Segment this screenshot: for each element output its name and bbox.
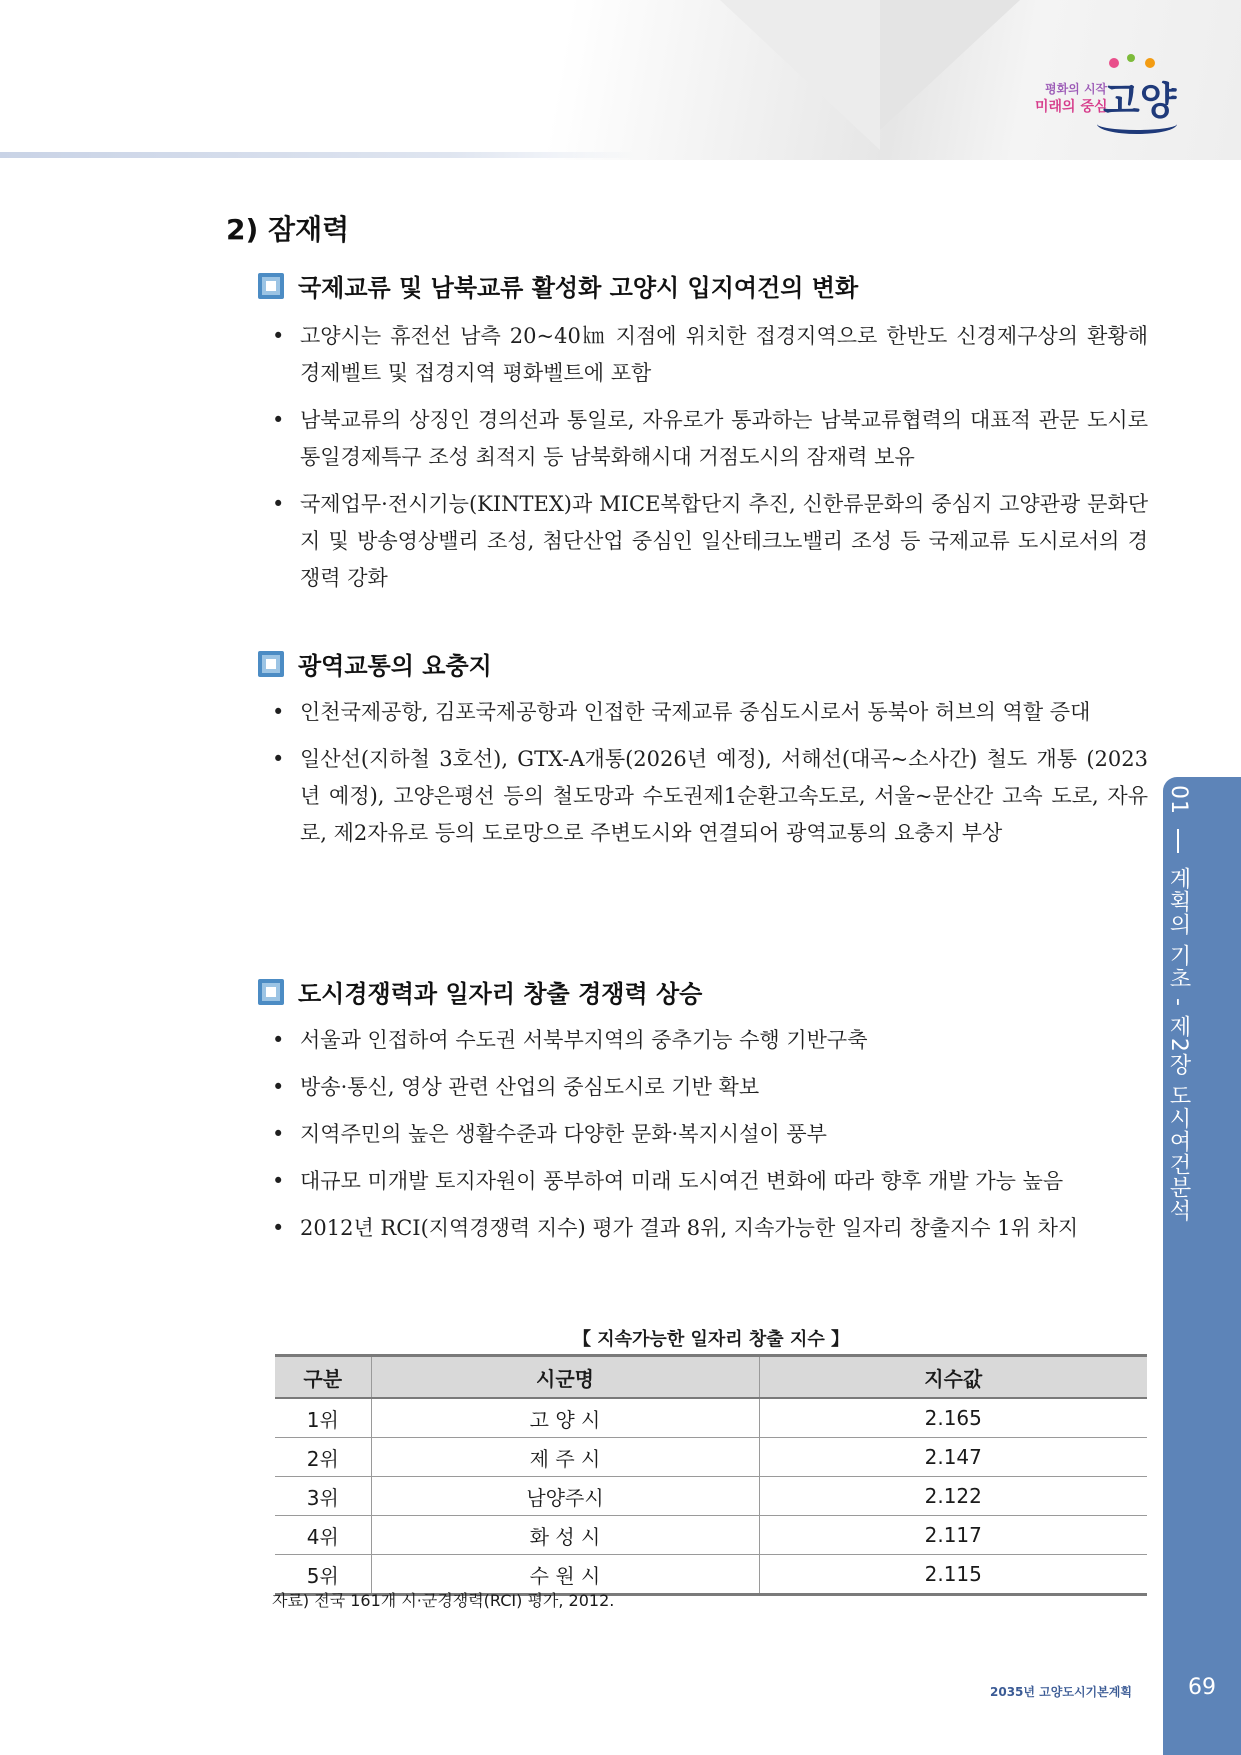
rank-cell: 1위 <box>275 1398 371 1438</box>
table-row <box>275 1438 1147 1477</box>
logo-tagline: 미래의 중심 <box>1035 99 1108 115</box>
bullet-list <box>270 318 1148 607</box>
footer-document-title: 2035년 고양도시기본계획 <box>990 1685 1132 1699</box>
list-item: • 인천국제공항, 김포국제공항과 인접한 국제교류 중심도시로서 동북아 허브의 역할 증대 <box>270 694 1148 731</box>
square-bullet-icon <box>258 273 284 299</box>
index-value-cell: 2.115 <box>759 1555 1147 1595</box>
goyang-logo <box>1035 52 1185 132</box>
section-title: 2) 잠재력 <box>226 213 350 246</box>
list-item: • 지역주민의 높은 생활수준과 다양한 문화·복지시설이 풍부 <box>270 1116 1148 1153</box>
rank-cell: 4위 <box>275 1516 371 1555</box>
column-header: 시군명 <box>371 1356 759 1399</box>
job-index-table <box>275 1354 1147 1596</box>
table-caption: 【 지속가능한 일자리 창출 지수 】 <box>573 1329 849 1350</box>
index-value-cell: 2.122 <box>759 1477 1147 1516</box>
bullet-list <box>270 694 1148 862</box>
city-cell: 제 주 시 <box>371 1438 759 1477</box>
column-header: 지수값 <box>759 1356 1147 1399</box>
chapter-number: 01 <box>1166 785 1191 815</box>
rank-cell: 2위 <box>275 1438 371 1477</box>
header-decoration <box>880 0 1020 130</box>
subsection-heading-text: 도시경쟁력과 일자리 창출 경쟁력 상승 <box>298 980 703 1008</box>
table-row <box>275 1398 1147 1438</box>
city-cell: 화 성 시 <box>371 1516 759 1555</box>
list-item: • 2012년 RCI(지역경쟁력 지수) 평가 결과 8위, 지속가능한 일자리 창출지수 1위 차지 <box>270 1210 1148 1247</box>
column-header: 구분 <box>275 1356 371 1399</box>
logo-smile-arc <box>1097 114 1177 134</box>
index-value-cell: 2.147 <box>759 1438 1147 1477</box>
page-number: 69 <box>1188 1675 1216 1700</box>
logo-tagline: 평화의 시작 <box>1045 82 1108 96</box>
square-bullet-icon <box>258 651 284 677</box>
table-header-row <box>275 1356 1147 1399</box>
table-source-note: 자료) 전국 161개 시·군경쟁력(RCI) 평가, 2012. <box>272 1591 615 1610</box>
table-row <box>275 1516 1147 1555</box>
subsection-heading-text: 광역교통의 요충지 <box>298 652 492 680</box>
city-cell: 수 원 시 <box>371 1555 759 1595</box>
list-item: • 일산선(지하철 3호선), GTX-A개통(2026년 예정), 서해선(대곡~소사간) 철도 개통 (2023년 예정), 고양은평선 등의 철도망과 수도권제1순환고속도로, 서울~문산간 고속 도로, 자유로, 제2자유로 등의 도로망으로 주변도시와 연결되어 광역교통의 요충지 부상 <box>270 741 1148 852</box>
logo-wordmark: 고양 <box>1103 79 1177 123</box>
city-cell: 남양주시 <box>371 1477 759 1516</box>
logo-flower-icon <box>1109 58 1119 68</box>
list-item: • 고양시는 휴전선 남측 20~40㎞ 지점에 위치한 접경지역으로 한반도 신경제구상의 환황해 경제벨트 및 접경지역 평화벨트에 포함 <box>270 318 1148 392</box>
bullet-list <box>270 1022 1148 1257</box>
logo-flower-icon <box>1145 58 1155 68</box>
index-value-cell: 2.165 <box>759 1398 1147 1438</box>
header-rule <box>0 152 640 158</box>
subsection-heading <box>258 974 702 1009</box>
rank-cell: 3위 <box>275 1477 371 1516</box>
list-item: • 국제업무·전시기능(KINTEX)과 MICE복합단지 추진, 신한류문화의 중심지 고양관광 문화단지 및 방송영상밸리 조성, 첨단산업 중심인 일산테크노밸리 조성 등 국제교류 도시로서의 경쟁력 강화 <box>270 486 1148 597</box>
header-decoration <box>720 0 880 150</box>
subsection-heading <box>258 646 492 681</box>
chapter-side-label <box>1166 785 1194 1222</box>
list-item: • 남북교류의 상징인 경의선과 통일로, 자유로가 통과하는 남북교류협력의 대표적 관문 도시로 통일경제특구 조성 최적지 등 남북화해시대 거점도시의 잠재력 보유 <box>270 402 1148 476</box>
list-item: • 대규모 미개발 토지자원이 풍부하여 미래 도시여건 변화에 따라 향후 개발 가능 높음 <box>270 1163 1148 1200</box>
city-cell: 고 양 시 <box>371 1398 759 1438</box>
logo-leaf-icon <box>1127 54 1135 62</box>
subsection-heading <box>258 268 858 303</box>
square-bullet-icon <box>258 979 284 1005</box>
index-value-cell: 2.117 <box>759 1516 1147 1555</box>
list-item: • 서울과 인접하여 수도권 서북부지역의 중추기능 수행 기반구축 <box>270 1022 1148 1059</box>
chapter-title: 계획의 기초 - 제2장 도시여건분석 <box>1166 867 1191 1222</box>
subsection-heading-text: 국제교류 및 남북교류 활성화 고양시 입지여건의 변화 <box>298 274 859 302</box>
table-row <box>275 1477 1147 1516</box>
list-item: • 방송·통신, 영상 관련 산업의 중심도시로 기반 확보 <box>270 1069 1148 1106</box>
rank-cell: 5위 <box>275 1555 371 1595</box>
chapter-divider <box>1177 829 1179 853</box>
